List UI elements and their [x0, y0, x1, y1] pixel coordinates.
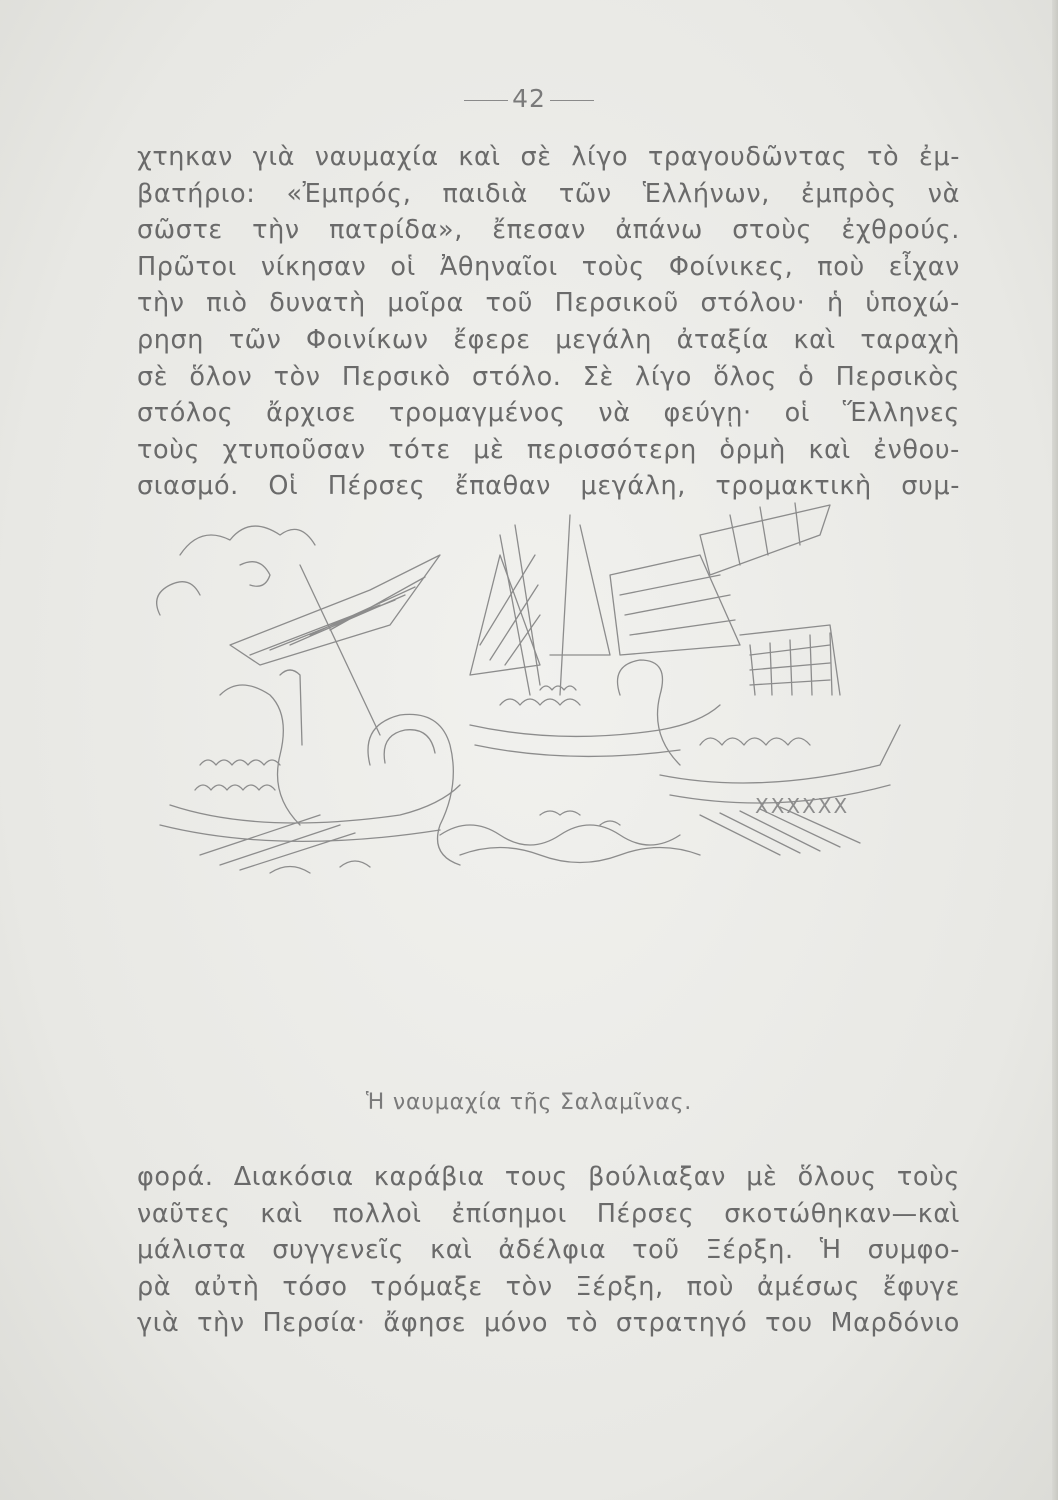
- text-line: στόλος ἄρχισε τρομαγμένος νὰ φεύγῃ· οἱ Ἕλληνες: [137, 398, 960, 429]
- right-ship-rigging: [610, 503, 840, 695]
- sea-waves: [270, 811, 700, 873]
- text-line: ρὰ αὐτὴ τόσο τρόμαξε τὸν Ξέρξη, ποὺ ἀμέσως ἔφυγε: [137, 1271, 960, 1302]
- text-line: χτηκαν γιὰ ναυμαχία καὶ σὲ λίγο τραγουδῶντας τὸ ἐμ-: [137, 142, 960, 172]
- text-line: τοὺς χτυποῦσαν τότε μὲ περισσότερη ὁρμὴ καὶ ἐνθου-: [137, 434, 960, 465]
- right-galley: [618, 660, 901, 818]
- text-line: σὲ ὅλον τὸν Περσικὸ στόλο. Σὲ λίγο ὅλος ὁ Περσικὸς: [137, 361, 960, 392]
- page-number-dash-right: [550, 100, 594, 101]
- page-number-text: 42: [512, 84, 546, 113]
- text-block-top: [137, 139, 960, 505]
- text-line: Πρῶτοι νίκησαν οἱ Ἀθηναῖοι τοὺς Φοίνικες, ποὺ εἶχαν: [137, 251, 960, 282]
- text-block-bottom: [137, 1159, 960, 1342]
- text-line: φορά. Διακόσια καράβια τους βούλιαξαν μὲ ὅλους τοὺς: [137, 1162, 960, 1192]
- text-line: γιὰ τὴν Περσία· ἄφησε μόνο τὸ στρατηγό του Μαρδόνιο: [137, 1308, 960, 1339]
- text-line: ναῦτες καὶ πολλοὶ ἐπίσημοι Πέρσες σκοτώθηκαν—καὶ: [137, 1198, 960, 1229]
- page-number: [0, 84, 1058, 113]
- ship-hull-marks: XXXXXX: [755, 794, 850, 818]
- text-line: σῶστε τὴν πατρίδα», ἔπεσαν ἀπάνω στοὺς ἐχθρούς.: [137, 215, 960, 246]
- page-fold-shadow: [1052, 0, 1058, 1500]
- center-galley: [470, 686, 720, 756]
- text-line: σιασμό. Οἱ Πέρσες ἔπαθαν μεγάλη, τρομακτικὴ συμ-: [137, 471, 960, 502]
- center-masts: [470, 515, 610, 695]
- text-line: τὴν πιὸ δυνατὴ μοῖρα τοῦ Περσικοῦ στόλου· ἡ ὑποχώ-: [137, 288, 960, 319]
- smoke-cloud: [180, 526, 315, 555]
- text-line: ρηση τῶν Φοινίκων ἔφερε μεγάλη ἀταξία καὶ ταραχὴ: [137, 324, 960, 355]
- page-number-dash-left: [464, 100, 508, 101]
- smoke-swirl: [157, 582, 200, 615]
- text-line: βατήριο: «Ἐμπρός, παιδιὰ τῶν Ἑλλήνων, ἐμπρὸς νὰ: [137, 178, 960, 209]
- ship-prow-curl: [368, 714, 460, 865]
- smoke-swirl: [240, 562, 270, 587]
- left-sail: [230, 555, 440, 735]
- figure-caption: Ἡ ναυμαχία τῆς Σαλαμῖνας.: [365, 1090, 693, 1115]
- text-line: μάλιστα συγγενεῖς καὶ ἀδέλφια τοῦ Ξέρξη. Ἡ συμφο-: [137, 1235, 960, 1266]
- left-ship: [160, 670, 460, 841]
- naval-battle-illustration: [140, 495, 910, 875]
